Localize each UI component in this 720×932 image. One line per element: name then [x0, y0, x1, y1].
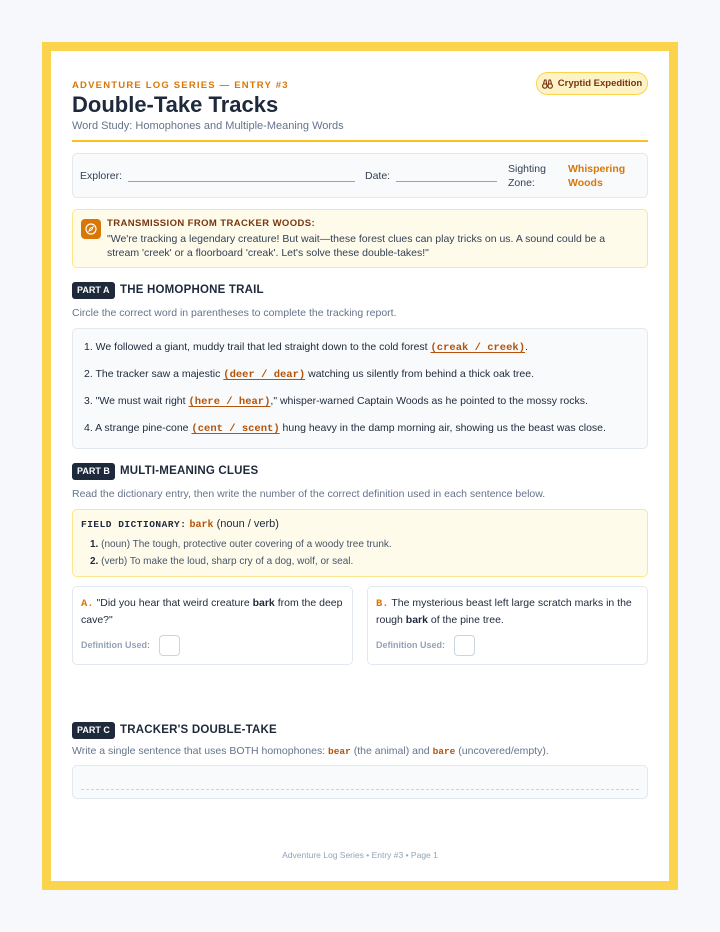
zone-label: Sighting Zone:	[508, 163, 546, 189]
list-item: 2. The tracker saw a majestic (deer / dear) watching us silently from behind a thick oak tree.	[84, 368, 534, 381]
part-a-title: THE HOMOPHONE TRAIL	[120, 284, 264, 296]
definition-answer-box-a[interactable]	[159, 635, 180, 656]
transmission-heading: TRANSMISSION FROM TRACKER WOODS:	[107, 218, 316, 229]
list-item: 4. A strange pine-cone (cent / scent) hung heavy in the damp morning air, showing us the beast was close.	[84, 422, 606, 435]
sentence-a: A. "Did you hear that weird creature bark from the deep cave?"	[81, 597, 343, 626]
series-label: ADVENTURE LOG SERIES — ENTRY #3	[72, 80, 289, 91]
page-frame	[42, 42, 678, 890]
sentence-card-a	[72, 586, 353, 665]
zone-value: Whispering Woods	[568, 163, 626, 189]
sentence-card-b	[367, 586, 648, 665]
part-a-tag: PART A	[72, 282, 115, 299]
definition-used-label: Definition Used:	[81, 640, 150, 650]
part-c-instruction: Write a single sentence that uses BOTH homophones: bear (the animal) and bare (uncovered/empty).	[72, 745, 549, 757]
date-field[interactable]	[396, 181, 497, 182]
homophone-list	[72, 328, 648, 449]
dictionary-heading: FIELD DICTIONARY: bark (noun / verb)	[81, 518, 279, 531]
sentence-b: B. The mysterious beast left large scratch marks in the rough bark of the pine tree.	[376, 597, 632, 626]
transmission-box	[72, 209, 648, 268]
definition-answer-box-b[interactable]	[454, 635, 475, 656]
part-b-instruction: Read the dictionary entry, then write the number of the correct definition used in each sentence below.	[72, 488, 546, 500]
choice-3[interactable]: (here / hear)	[188, 396, 271, 408]
page-subtitle: Word Study: Homophones and Multiple-Meaning Words	[72, 120, 344, 132]
writing-line	[81, 789, 639, 790]
worksheet	[51, 51, 669, 881]
badge-label: Cryptid Expedition	[557, 78, 643, 89]
definition-used-label: Definition Used:	[376, 640, 445, 650]
part-c-tag: PART C	[72, 722, 115, 739]
page-footer: Adventure Log Series • Entry #3 • Page 1	[282, 850, 438, 860]
info-bar	[72, 153, 648, 198]
part-c-title: TRACKER'S DOUBLE-TAKE	[120, 724, 277, 736]
sentence-answer-field[interactable]	[72, 765, 648, 799]
explorer-label: Explorer:	[80, 170, 123, 182]
date-label: Date:	[365, 170, 391, 182]
list-item: 1. We followed a giant, muddy trail that led straight down to the cold forest (creak / creek).	[84, 341, 528, 354]
page-title: Double-Take Tracks	[72, 92, 279, 117]
compass-icon	[81, 219, 101, 239]
expedition-badge	[536, 72, 648, 95]
choice-4[interactable]: (cent / scent)	[191, 423, 280, 435]
part-b-title: MULTI-MEANING CLUES	[120, 465, 259, 477]
binoculars-icon	[542, 79, 553, 89]
list-item: 3. "We must wait right (here / hear)," whisper-warned Captain Woods as he pointed to the mossy rocks.	[84, 395, 588, 408]
explorer-field[interactable]	[128, 181, 355, 182]
header-divider	[72, 140, 648, 142]
part-b-tag: PART B	[72, 463, 115, 480]
definition-1: 1. (noun) The tough, protective outer covering of a woody tree trunk.	[90, 539, 392, 550]
choice-2[interactable]: (deer / dear)	[223, 369, 306, 381]
field-dictionary	[72, 509, 648, 577]
choice-1[interactable]: (creak / creek)	[430, 342, 526, 354]
definition-2: 2. (verb) To make the loud, sharp cry of a dog, wolf, or seal.	[90, 556, 354, 567]
part-a-instruction: Circle the correct word in parentheses to complete the tracking report.	[72, 307, 397, 319]
transmission-body: "We're tracking a legendary creature! But wait—these forest clues can play tricks on us. A sound could be a stream 'creek' or a floorboard 'creak'. Let's solve these double-takes!"	[107, 233, 606, 259]
